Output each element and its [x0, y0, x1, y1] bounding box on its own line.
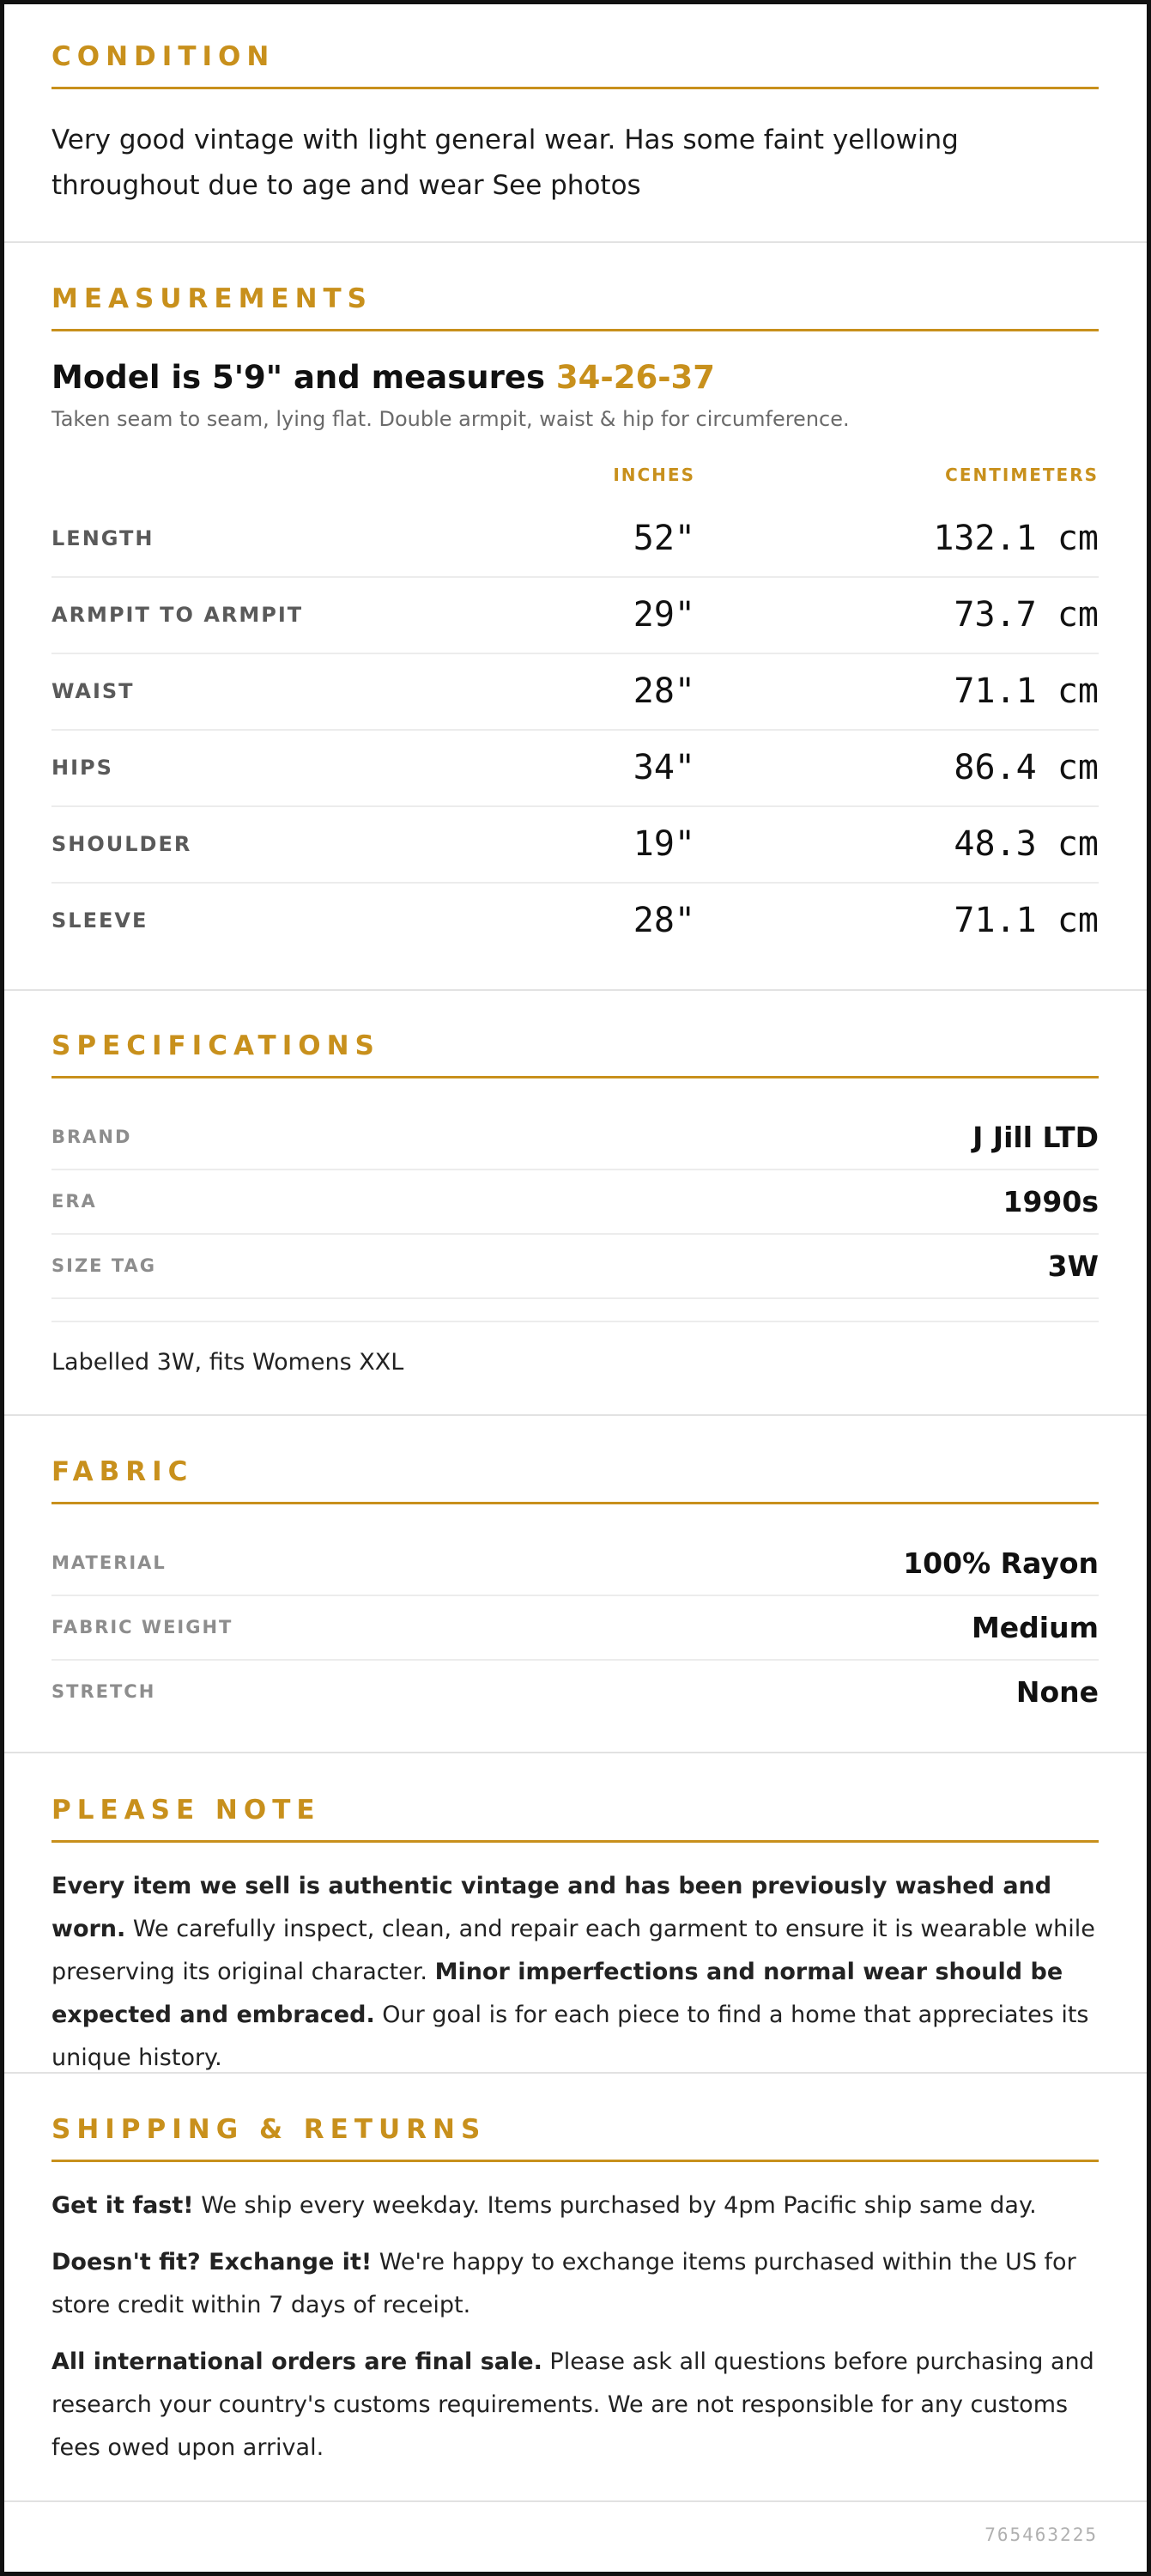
shipping-bold: Doesn't fit? Exchange it!	[51, 2249, 373, 2275]
shipping-text: We're happy to exchange items purchased within the US for store credit within 7 days of receipt.	[51, 2249, 1076, 2318]
measurement-label: ARMPIT TO ARMPIT	[51, 603, 304, 627]
condition-heading: CONDITION	[51, 41, 276, 72]
measurement-inches: 29"	[633, 595, 695, 635]
fabric-value: None	[1015, 1675, 1099, 1709]
model-measurements-size: 34-26-37	[555, 359, 716, 396]
fabric-value: Medium	[971, 1611, 1099, 1644]
fabric-row-weight	[51, 1596, 1099, 1661]
please-note-text-2: Our goal is for each piece to find a home that appreciates its unique history.	[51, 2002, 1089, 2071]
section-divider	[4, 1752, 1147, 1753]
specifications-heading: SPECIFICATIONS	[51, 1030, 380, 1061]
measurement-cm: 73.7 cm	[954, 595, 1099, 635]
measurement-cm: 86.4 cm	[954, 748, 1099, 787]
measurement-row-waist	[51, 654, 1099, 731]
centimeters-column-header: CENTIMETERS	[945, 465, 1099, 485]
shipping-paragraph-exchange	[51, 2241, 1099, 2327]
fabric-row-material	[51, 1532, 1099, 1596]
measurements-heading-rule	[51, 329, 1099, 331]
inches-column-header: INCHES	[613, 465, 695, 485]
measurement-label: SLEEVE	[51, 908, 148, 933]
section-divider	[4, 2500, 1147, 2502]
fabric-heading: FABRIC	[51, 1456, 194, 1487]
fabric-section	[51, 1456, 1099, 1748]
fabric-label: STRETCH	[51, 1681, 156, 1702]
measurement-cm: 71.1 cm	[954, 901, 1099, 940]
measurement-label: LENGTH	[51, 526, 154, 550]
please-note-section	[51, 1795, 1099, 2071]
section-divider	[4, 989, 1147, 991]
measurement-row-armpit	[51, 578, 1099, 654]
spec-value: 3W	[1047, 1249, 1099, 1283]
spec-value: J Jill LTD	[972, 1121, 1099, 1154]
spec-row-brand	[51, 1106, 1099, 1170]
fabric-value: 100% Rayon	[903, 1546, 1099, 1580]
measurement-row-sleeve	[51, 884, 1099, 960]
measurement-label: SHOULDER	[51, 832, 192, 856]
shipping-section	[51, 2114, 1099, 2475]
specifications-section	[51, 1030, 1099, 1391]
size-note: Labelled 3W, fits Womens XXL	[51, 1349, 404, 1376]
measurement-label: HIPS	[51, 756, 113, 780]
please-note-heading-rule	[51, 1840, 1099, 1843]
shipping-bold: All international orders are final sale.	[51, 2348, 542, 2375]
spec-value: 1990s	[1003, 1185, 1099, 1218]
measurement-label: WAIST	[51, 679, 135, 703]
measurements-section	[51, 0, 1099, 987]
spec-note-rule	[51, 1321, 1099, 1322]
shipping-paragraph-international	[51, 2341, 1099, 2470]
measurement-inches: 19"	[633, 824, 695, 864]
spec-row-era	[51, 1170, 1099, 1235]
please-note-text-1: We carefully inspect, clean, and repair each garment to ensure it is wearable while preserving its original character.	[51, 1916, 1095, 1985]
shipping-text: We ship every weekday. Items purchased by 4pm Pacific ship same day.	[193, 2192, 1037, 2219]
please-note-bold-1: Every item we sell is authentic vintage and has been previously washed and worn.	[51, 1873, 1052, 1942]
spec-label: SIZE TAG	[51, 1255, 157, 1276]
spec-label: BRAND	[51, 1127, 132, 1147]
measurement-cm: 48.3 cm	[954, 824, 1099, 864]
shipping-heading: SHIPPING & RETURNS	[51, 2114, 487, 2145]
measurement-row-hips	[51, 731, 1099, 807]
spec-row-size-tag	[51, 1235, 1099, 1299]
section-divider	[4, 2072, 1147, 2074]
product-id: 765463225	[984, 2524, 1098, 2545]
please-note-bold-2: Minor imperfections and normal wear should be expected and embraced.	[51, 1959, 1063, 2028]
measurements-heading: MEASUREMENTS	[51, 283, 373, 314]
shipping-bold: Get it fast!	[51, 2192, 194, 2219]
section-divider	[4, 1414, 1147, 1416]
measurements-subtitle: Taken seam to seam, lying flat. Double armpit, waist & hip for circumference.	[51, 407, 850, 431]
shipping-text: Please ask all questions before purchasing and research your country's customs requirements. We are not responsible for any customs fees owed upon arrival.	[51, 2348, 1094, 2461]
fabric-label: MATERIAL	[51, 1552, 167, 1573]
measurement-row-length	[51, 501, 1099, 578]
please-note-heading: PLEASE NOTE	[51, 1795, 321, 1826]
shipping-paragraph-fast	[51, 2184, 1099, 2227]
measurement-inches: 28"	[633, 671, 695, 711]
measurement-row-shoulder	[51, 807, 1099, 884]
measurement-inches: 28"	[633, 901, 695, 940]
measurement-inches: 34"	[633, 748, 695, 787]
fabric-row-stretch	[51, 1661, 1099, 1725]
model-measurements-title	[51, 359, 715, 396]
please-note-paragraph	[51, 1865, 1099, 2080]
fabric-label: FABRIC WEIGHT	[51, 1617, 233, 1637]
measurement-cm: 71.1 cm	[954, 671, 1099, 711]
condition-text: Very good vintage with light general wear. Has some faint yellowing throughout due to age and wear See photos	[51, 125, 959, 201]
specifications-heading-rule	[51, 1076, 1099, 1078]
spec-label: ERA	[51, 1191, 97, 1212]
measurement-cm: 132.1 cm	[933, 519, 1099, 558]
measurement-inches: 52"	[633, 519, 695, 558]
shipping-heading-rule	[51, 2160, 1099, 2162]
fabric-heading-rule	[51, 1502, 1099, 1504]
model-measurements-prefix: Model is 5'9" and measures	[51, 359, 556, 396]
